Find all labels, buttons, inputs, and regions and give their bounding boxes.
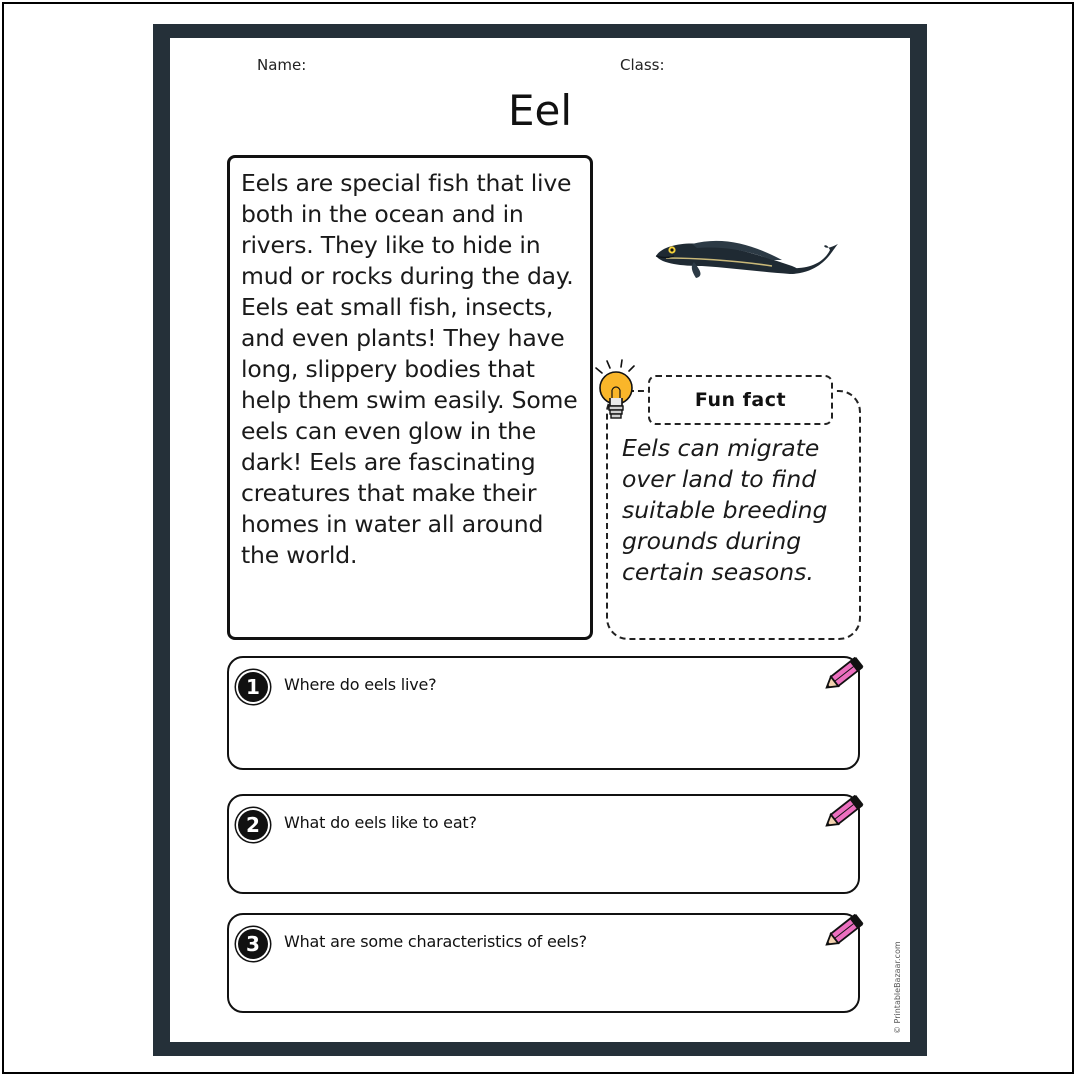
reading-passage-text: Eels are special fish that live both in the ocean and in rivers. They like to hide in mud or rocks during the day. Eels eat small fish, insects, and even plants! They have long, slippery bodies that help them swim easily. Some eels can even glow in the dark! Eels are fascinating creatures that make their homes in water all around the world. xyxy=(241,169,578,569)
question-text-2: What do eels like to eat? xyxy=(284,813,477,832)
pencil-icon xyxy=(818,907,870,955)
question-number-1: 1 xyxy=(238,672,268,702)
name-label: Name: xyxy=(257,56,307,74)
question-text-3: What are some characteristics of eels? xyxy=(284,932,587,951)
question-number-3: 3 xyxy=(238,929,268,959)
fun-fact-text: Eels can migrate over land to find suitable breeding grounds during certain seasons. xyxy=(622,434,828,586)
pencil-icon xyxy=(818,650,870,698)
question-box-1[interactable] xyxy=(227,656,860,770)
worksheet-title: Eel xyxy=(507,86,573,135)
question-text-1: Where do eels live? xyxy=(284,675,437,694)
question-box-2[interactable] xyxy=(227,794,860,894)
question-number-2: 2 xyxy=(238,810,268,840)
question-box-3[interactable] xyxy=(227,913,860,1013)
lightbulb-icon xyxy=(592,358,642,424)
pencil-icon xyxy=(818,788,870,836)
eel-illustration xyxy=(652,236,842,280)
class-label: Class: xyxy=(620,56,665,74)
copyright-text: © PrintableBazaar.com xyxy=(893,941,902,1034)
reading-passage-box xyxy=(227,155,593,640)
fun-fact-heading: Fun fact xyxy=(648,375,833,425)
